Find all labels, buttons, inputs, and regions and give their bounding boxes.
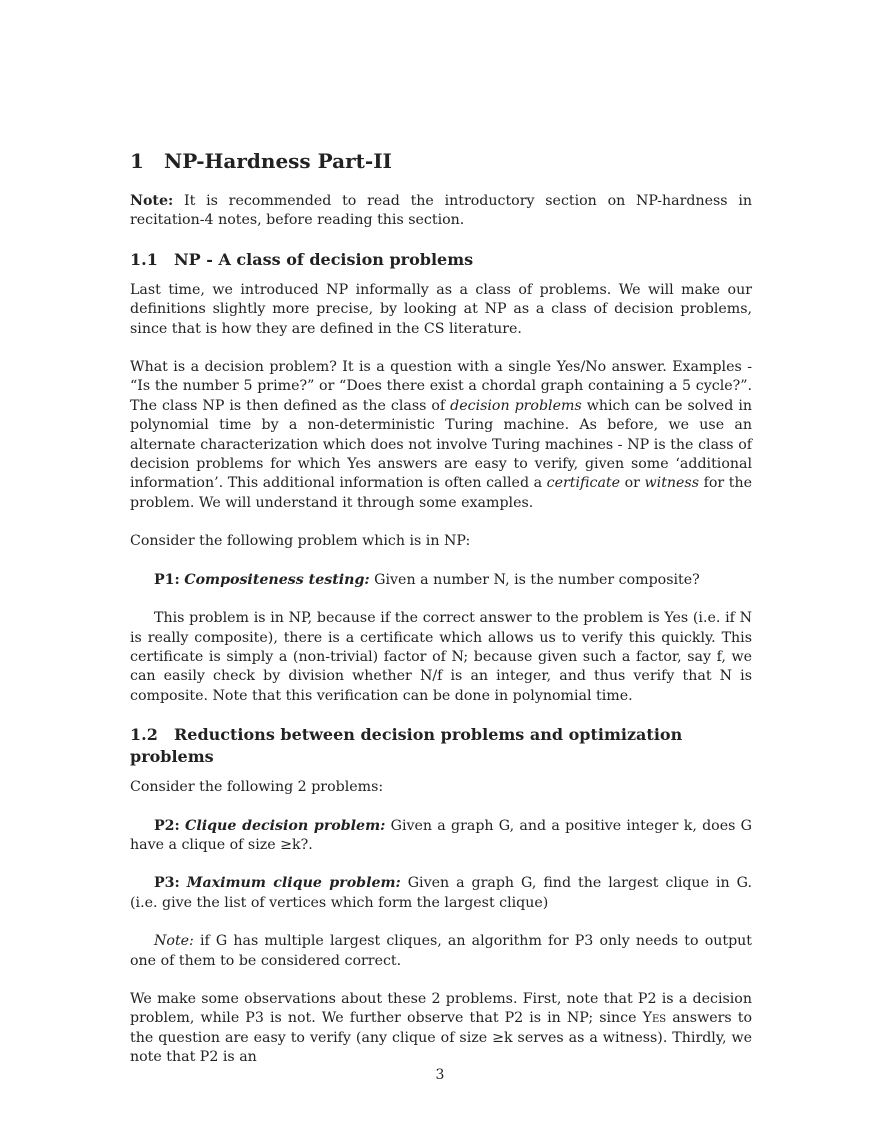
- paragraph-observations: [130, 990, 752, 1068]
- note-label: Note:: [130, 193, 174, 209]
- note-multiple-cliques: [130, 932, 752, 971]
- para2-text-d: for the problem. We will understand it through some examples.: [130, 475, 752, 511]
- para6-text-a: We make some observations about these 2 problems. First, note that P2 is a decision problem, while P3 is not. We further observe that P2 is in NP; since: [130, 990, 752, 1027]
- p1-name: Compositeness testing:: [184, 571, 370, 588]
- paragraph-consider: Consider the following problem which is in NP:: [130, 533, 471, 550]
- page-number: 3: [435, 1067, 445, 1083]
- problem-p1: [130, 571, 752, 590]
- p3-name: Maximum clique problem:: [186, 875, 401, 892]
- p2-text: Given a graph G, and a positive integer k, does G have a clique of size ≥k?.: [130, 817, 752, 853]
- section-heading: [130, 148, 752, 174]
- para2-text-a: What is a decision problem? It is a question with a single Yes/No answer. Examples - “Is the number 5 prime?” or “Does there exist a chordal graph containing a 5 cycle?”. The class NP is then defined as the class of: [130, 359, 752, 414]
- paragraph-p1-explanation: This problem is in NP, because if the correct answer to the problem is Yes (i.e. if N is really composite), there is a certificate which allows us to verify this quickly. This certificate is simply a (non-trivial) factor of N; because given such a factor, say f, we can easily check by division whether N/f is an integer, and thus verify that N is composite. Note that this verification can be done in polynomial time.: [130, 610, 752, 704]
- problem-p3: [130, 874, 752, 913]
- p1-label: P1:: [154, 571, 180, 588]
- para2-emphasis-decision-problems: decision problems: [450, 397, 582, 414]
- p2-name: Clique decision problem:: [185, 817, 386, 834]
- paragraph-two-problems: Consider the following 2 problems:: [130, 779, 384, 796]
- subsection-title-2: Reductions between decision problems and optimization problems: [130, 725, 683, 767]
- subsection-title-1: NP - A class of decision problems: [174, 249, 474, 269]
- note2-label: Note:: [154, 933, 194, 950]
- para6-yes-smallcaps: Yes: [642, 1010, 667, 1027]
- note-paragraph: [130, 192, 752, 231]
- section-number: 1: [130, 149, 144, 173]
- subsection-heading-1: [130, 249, 752, 271]
- para2-emphasis-certificate: certificate: [546, 475, 620, 492]
- subsection-number-2: 1.2: [130, 725, 158, 745]
- p2-label: P2:: [154, 817, 180, 834]
- p1-text: Given a number N, is the number composite?: [369, 571, 700, 588]
- para2-text-b: which can be solved in polynomial time by a non-deterministic Turing machine. As before, we use an alternate characterization which does not involve Turing machines - NP is the class of decision problems for which Yes answers are easy to verify, given some ‘additional information’. This additional information is often called a: [130, 397, 753, 492]
- subsection-heading-2: [130, 724, 752, 768]
- para2-emphasis-witness: witness: [644, 475, 699, 492]
- para6-text-b: answers to the question are easy to verify (any clique of size ≥k serves as a witness). Thirdly, we note that P2 is an: [130, 1010, 752, 1066]
- note2-text: if G has multiple largest cliques, an algorithm for P3 only needs to output one of them to be considered correct.: [130, 933, 752, 969]
- para2-text-c: or: [620, 475, 645, 492]
- section-title: NP-Hardness Part-II: [164, 149, 392, 173]
- paragraph-decision-problem: [130, 358, 752, 513]
- paragraph-intro: Last time, we introduced NP informally as a class of problems. We will make our definitions slightly more precise, by looking at NP as a class of decision problems, since that is how they are defined in the CS literature.: [130, 281, 752, 337]
- problem-p2: [130, 817, 752, 856]
- p3-text: Given a graph G, find the largest clique in G. (i.e. give the list of vertices which form the largest clique): [130, 875, 752, 911]
- note-text: It is recommended to read the introductory section on NP-hardness in recitation-4 notes, before reading this section.: [130, 193, 752, 229]
- p3-label: P3:: [154, 875, 180, 892]
- subsection-number-1: 1.1: [130, 249, 158, 269]
